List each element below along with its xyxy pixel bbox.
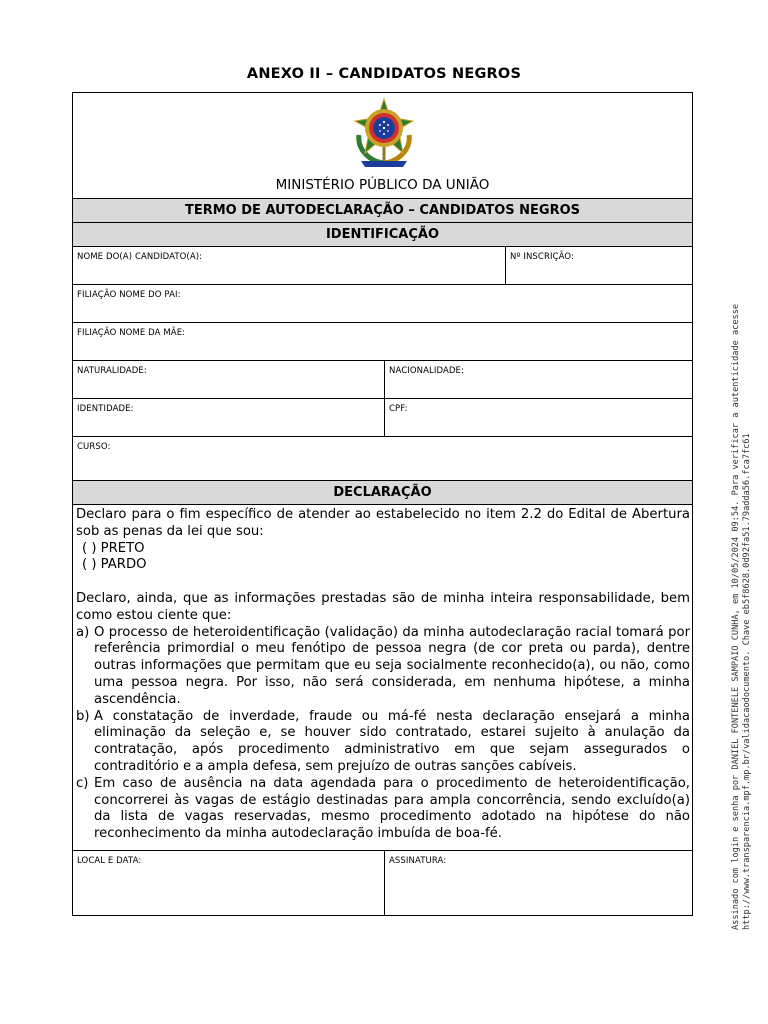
father-label: FILIAÇÃO NOME DO PAI: [77, 290, 181, 300]
candidate-name-label: NOME DO(A) CANDIDATO(A): [77, 252, 203, 262]
brazil-coat-of-arms-icon [347, 97, 421, 171]
ministry-name: MINISTÉRIO PÚBLICO DA UNIÃO [275, 177, 490, 193]
course-label: CURSO: [77, 442, 111, 452]
cpf-label: CPF: [389, 404, 408, 414]
mother-label: FILIAÇÃO NOME DA MÃE: [77, 328, 186, 338]
birthplace-label: NATURALIDADE: [77, 366, 147, 376]
nationality-field[interactable] [384, 361, 692, 398]
name-row [73, 246, 692, 284]
cpf-field[interactable] [384, 399, 692, 436]
option-preto[interactable]: ( ) PRETO [82, 540, 145, 556]
birthplace-row [73, 360, 692, 398]
identity-row [73, 398, 692, 436]
self-declaration-form [72, 92, 693, 916]
declaration-item-b [76, 709, 690, 776]
nationality-label: NACIONALIDADE: [389, 366, 464, 376]
declaration-body [73, 506, 692, 850]
declaration-title: DECLARAÇÃO [73, 480, 692, 505]
item-text: Em caso de ausência na data agendada para o procedimento de heteroidentificação, concorrerei às vagas de estágio destinadas para ampla concorrência, sendo excluído(a) da lista de vagas reservadas, mesmo procedimento adotado na hipótese do não reconhecimento da minha autodeclaração imbuída de boa-fé. [94, 775, 690, 842]
signature-note-line-2[interactable]: http://www.transparencia.mpf.mp.br/validacaodocumento. Chave eb5f8628.0d92fa51.79adda56.fca7fc61 [741, 433, 752, 930]
course-field[interactable] [73, 436, 692, 480]
signature-label: ASSINATURA: [389, 856, 447, 866]
identification-title: IDENTIFICAÇÃO [73, 222, 692, 246]
form-header [73, 93, 692, 198]
place-date-field[interactable] [73, 851, 384, 915]
digital-signature-note [731, 210, 752, 930]
item-marker: a) [76, 624, 90, 640]
option-pardo[interactable]: ( ) PARDO [82, 557, 147, 573]
item-marker: b) [76, 708, 90, 724]
item-text: A constatação de inverdade, fraude ou má-fé nesta declaração ensejará a minha eliminação da seleção e, se houver sido contratado, estarei sujeito à anulação da contratação, após procedimento administrativo em que sejam assegurados o contraditório e a ampla defesa, sem prejuízo de outras sanções cabíveis. [94, 708, 690, 774]
candidate-name-field[interactable] [73, 247, 505, 284]
declaration-item-a [76, 625, 690, 709]
signature-field[interactable] [384, 851, 692, 915]
registration-number-label: Nº INSCRIÇÃO: [510, 252, 574, 262]
identity-label: IDENTIDADE: [77, 404, 134, 414]
signature-row [73, 850, 692, 915]
identity-field[interactable] [73, 399, 384, 436]
item-text: O processo de heteroidentificação (validação) da minha autodeclaração racial tomará por referência primordial o meu fenótipo de pessoa negra (de cor preta ou parda), dentre outras informações que permitam que eu seja socialmente reconhecido(a), ou não, como uma pessoa negra. Por isso, não será considerada, em nenhuma hipótese, a minha ascendência. [94, 624, 690, 707]
declaration-intro: Declaro para o fim específico de atender ao estabelecido no item 2.2 do Edital de Abertura sob as penas da lei que sou: [76, 507, 690, 539]
birthplace-field[interactable] [73, 361, 384, 398]
place-date-label: LOCAL E DATA: [77, 856, 142, 866]
annex-title: ANEXO II – CANDIDATOS NEGROS [246, 66, 522, 82]
registration-number-field[interactable] [505, 247, 692, 284]
mother-field[interactable] [73, 322, 692, 360]
declaration-item-c [76, 776, 690, 843]
father-field[interactable] [73, 284, 692, 322]
term-title: TERMO DE AUTODECLARAÇÃO – CANDIDATOS NEGROS [73, 198, 692, 222]
signature-note-line-1: Assinado com login e senha por DANIEL FONTENELE SAMPAIO CUNHA, em 10/05/2024 09:54. Para verificar a autenticidade acesse [731, 303, 741, 930]
item-marker: c) [76, 775, 89, 791]
declaration-awareness: Declaro, ainda, que as informações prestadas são de minha inteira responsabilidade, bem como estou ciente que: [76, 590, 690, 623]
